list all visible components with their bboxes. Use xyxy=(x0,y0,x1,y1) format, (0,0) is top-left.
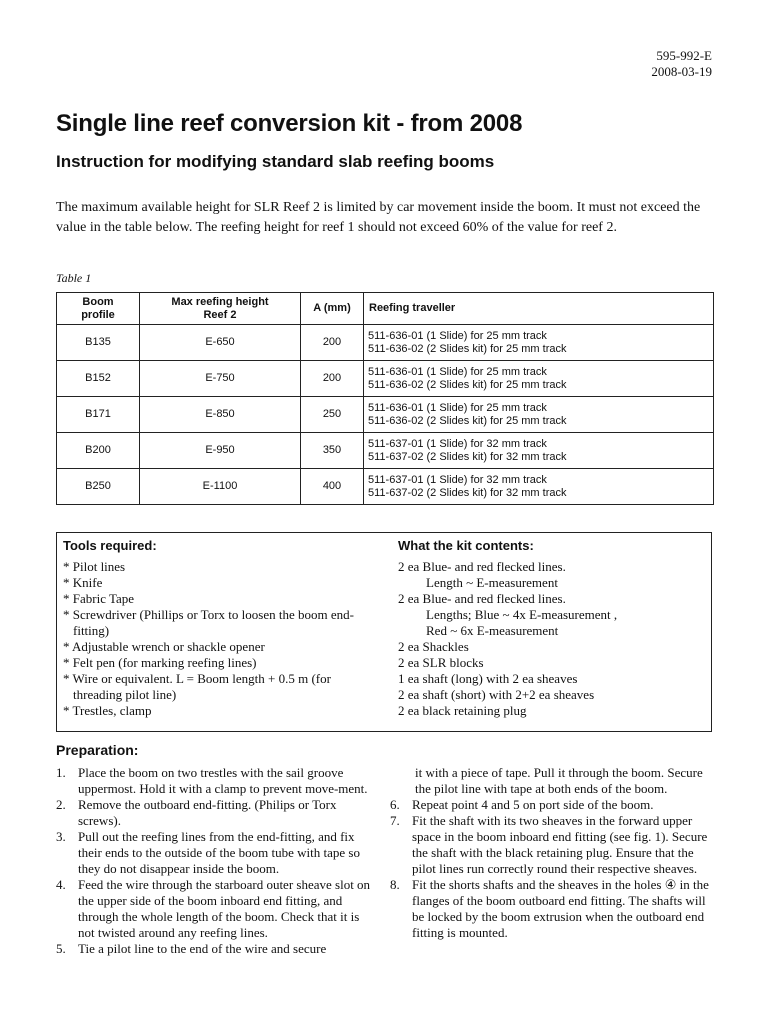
header-a-mm: A (mm) xyxy=(301,293,364,325)
step-number: 2. xyxy=(56,797,66,812)
intro-paragraph: The maximum available height for SLR Reef 2 is limited by car movement inside the boom. It must not exceed the value in the table below. The reefing height for reef 1 should not exceed 60% of the value for reef 2. xyxy=(56,200,701,235)
header-reefing-traveller: Reefing traveller xyxy=(364,293,714,325)
step-number: 8. xyxy=(390,877,400,892)
table-row xyxy=(57,361,714,397)
preparation-column-left xyxy=(56,765,376,957)
preparation-column-right xyxy=(390,765,715,941)
cell-a-mm: 400 xyxy=(301,469,364,505)
header-boom-profile xyxy=(57,293,140,325)
list-item: 2 ea SLR blocks xyxy=(398,655,484,670)
step-text: Feed the wire through the starboard outer sheave slot on the upper side of the boom inboard end fitting, and through the whole length of the boom. Check that it is not twisted around any reefing lines. xyxy=(78,877,371,940)
table-header-row xyxy=(57,293,714,325)
cell-traveller xyxy=(364,361,714,397)
list-item: * Knife xyxy=(63,575,103,590)
list-item: 2 ea Blue- and red flecked lines. xyxy=(398,591,566,606)
header-boom-line-1: Boom xyxy=(82,295,114,308)
cell-max-height: E-1100 xyxy=(140,469,301,505)
step-number: 7. xyxy=(390,813,400,828)
preparation-step xyxy=(56,941,376,957)
cell-max-height: E-650 xyxy=(140,325,301,361)
table-caption: Table 1 xyxy=(56,271,92,285)
preparation-step xyxy=(56,765,376,797)
table-row xyxy=(57,325,714,361)
list-item: * Wire or equivalent. L = Boom length + 0.5 m (for threading pilot line) xyxy=(63,671,331,702)
list-item: Red ~ 6x E-measurement xyxy=(426,623,559,638)
step-text: Pull out the reefing lines from the end-fitting, and fix their ends to the outside of the boom tube with tape so they do not disappear inside the boom. xyxy=(78,829,360,876)
preparation-step xyxy=(56,877,376,941)
preparation-step xyxy=(56,797,376,829)
list-item: * Screwdriver (Phillips or Torx to loosen the boom end-fitting) xyxy=(63,607,354,638)
cell-a-mm: 350 xyxy=(301,433,364,469)
cell-a-mm: 250 xyxy=(301,397,364,433)
kit-contents-section xyxy=(398,537,708,719)
header-max-reefing-height xyxy=(140,293,301,325)
step-5-continued: it with a piece of tape. Pull it through the boom. Secure the pilot line with tape at both ends of the boom. xyxy=(415,765,703,796)
cell-profile: B171 xyxy=(57,397,140,433)
tools-required-section xyxy=(63,537,383,719)
step-number: 6. xyxy=(390,797,400,812)
document-reference xyxy=(651,48,712,80)
step-number: 1. xyxy=(56,765,66,780)
traveller-line-2: 511-636-02 (2 Slides kit) for 25 mm track xyxy=(368,342,567,355)
document-number: 595-992-E xyxy=(656,48,712,63)
list-item: * Adjustable wrench or shackle opener xyxy=(63,639,265,654)
traveller-line-1: 511-636-01 (1 Slide) for 25 mm track xyxy=(368,401,547,414)
kit-heading: What the kit contents: xyxy=(398,538,534,553)
page-subtitle: Instruction for modifying standard slab reefing booms xyxy=(56,152,495,171)
kit-list xyxy=(398,559,708,719)
list-item: Lengths; Blue ~ 4x E-measurement , xyxy=(426,607,618,622)
traveller-line-1: 511-637-01 (1 Slide) for 32 mm track xyxy=(368,437,547,450)
preparation-heading: Preparation: xyxy=(56,742,139,758)
cell-profile: B250 xyxy=(57,469,140,505)
traveller-line-1: 511-636-01 (1 Slide) for 25 mm track xyxy=(368,365,547,378)
cell-traveller xyxy=(364,433,714,469)
traveller-line-2: 511-637-02 (2 Slides kit) for 32 mm track xyxy=(368,450,567,463)
list-item: * Fabric Tape xyxy=(63,591,135,606)
list-item: 2 ea shaft (short) with 2+2 ea sheaves xyxy=(398,687,595,702)
traveller-line-1: 511-636-01 (1 Slide) for 25 mm track xyxy=(368,329,547,342)
list-item: 1 ea shaft (long) with 2 ea sheaves xyxy=(398,671,578,686)
step-text: Repeat point 4 and 5 on port side of the boom. xyxy=(412,797,654,812)
header-max-line-1: Max reefing height xyxy=(171,295,269,308)
cell-max-height: E-850 xyxy=(140,397,301,433)
list-item: * Trestles, clamp xyxy=(63,703,152,718)
page-title: Single line reef conversion kit - from 2008 xyxy=(56,110,523,137)
cell-profile: B200 xyxy=(57,433,140,469)
list-item: 2 ea Blue- and red flecked lines. xyxy=(398,559,566,574)
boom-profile-table xyxy=(56,292,714,505)
list-item: 2 ea black retaining plug xyxy=(398,703,527,718)
preparation-step xyxy=(390,877,715,941)
step-number: 5. xyxy=(56,941,66,956)
step-text: Place the boom on two trestles with the sail groove uppermost. Hold it with a clamp to prevent move-ment. xyxy=(78,765,368,796)
tools-list xyxy=(63,559,383,719)
list-item: * Pilot lines xyxy=(63,559,126,574)
header-boom-line-2: profile xyxy=(81,308,115,321)
cell-traveller xyxy=(364,469,714,505)
cell-traveller xyxy=(364,397,714,433)
list-item: 2 ea Shackles xyxy=(398,639,469,654)
step-text: Tie a pilot line to the end of the wire and secure xyxy=(78,941,327,956)
cell-traveller xyxy=(364,325,714,361)
list-item: Length ~ E-measurement xyxy=(426,575,558,590)
cell-profile: B152 xyxy=(57,361,140,397)
cell-a-mm: 200 xyxy=(301,325,364,361)
step-number: 4. xyxy=(56,877,66,892)
traveller-line-2: 511-636-02 (2 Slides kit) for 25 mm track xyxy=(368,378,567,391)
document-date: 2008-03-19 xyxy=(651,64,712,79)
cell-max-height: E-950 xyxy=(140,433,301,469)
preparation-step xyxy=(390,813,715,877)
list-item: * Felt pen (for marking reefing lines) xyxy=(63,655,257,670)
cell-profile: B135 xyxy=(57,325,140,361)
header-max-line-2: Reef 2 xyxy=(203,308,237,321)
step-number: 3. xyxy=(56,829,66,844)
traveller-line-2: 511-636-02 (2 Slides kit) for 25 mm track xyxy=(368,414,567,427)
tools-heading: Tools required: xyxy=(63,538,157,553)
step-text: Fit the shorts shafts and the sheaves in the holes ④ in the flanges of the boom outboard end fitting. The shafts will be locked by the boom extrusion when the outboard end fitting is mounted. xyxy=(412,877,709,940)
cell-max-height: E-750 xyxy=(140,361,301,397)
table-row xyxy=(57,433,714,469)
preparation-step xyxy=(56,829,376,877)
step-text: Fit the shaft with its two sheaves in the forward upper space in the boom inboard end fitting (see fig. 1). Secure the shaft with the black retaining plug. Ensure that the pilot lines run correctly round their respective sheaves. xyxy=(412,813,708,876)
traveller-line-1: 511-637-01 (1 Slide) for 32 mm track xyxy=(368,473,547,486)
cell-a-mm: 200 xyxy=(301,361,364,397)
table-row xyxy=(57,469,714,505)
preparation-step xyxy=(390,797,715,813)
step-text: Remove the outboard end-fitting. (Philips or Torx screws). xyxy=(78,797,337,828)
traveller-line-2: 511-637-02 (2 Slides kit) for 32 mm track xyxy=(368,486,567,499)
tools-and-kit-box xyxy=(56,532,712,732)
table-row xyxy=(57,397,714,433)
